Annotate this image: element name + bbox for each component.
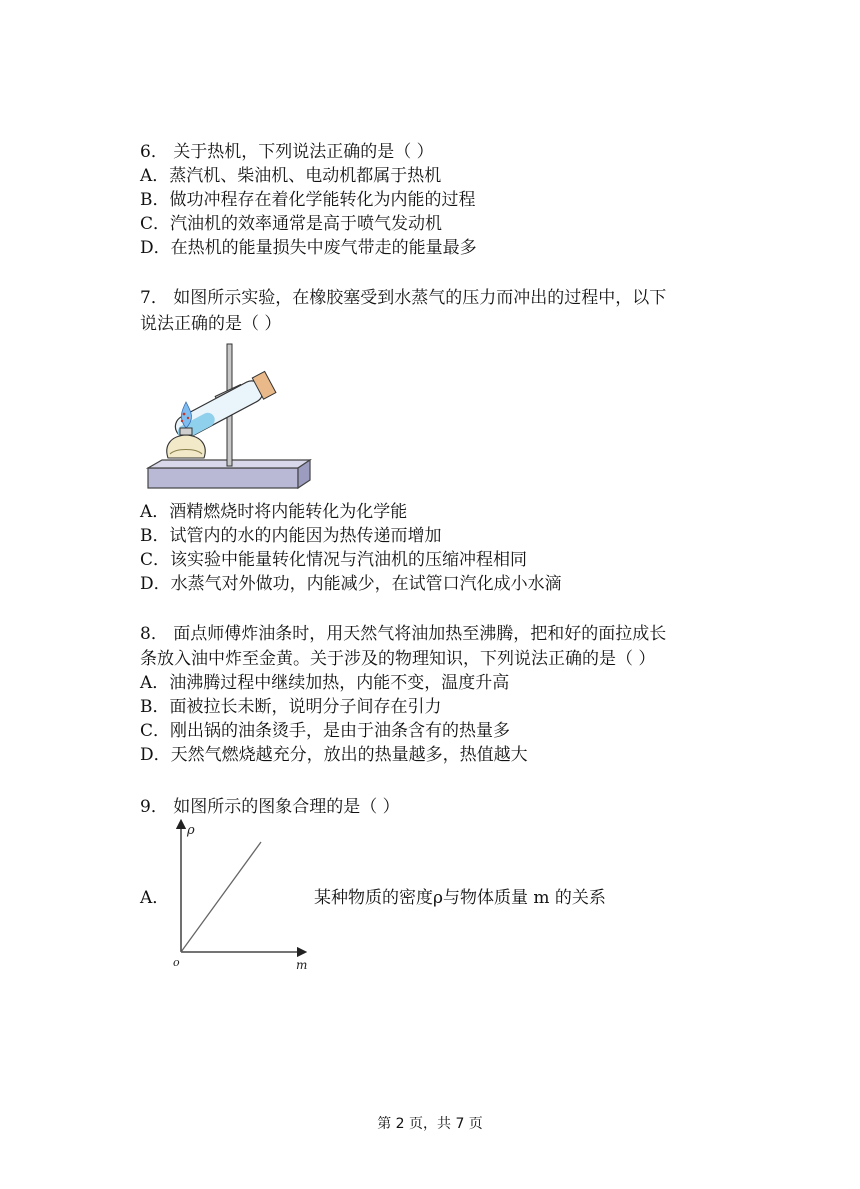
q7-option-c: C．该实验中能量转化情况与汽油机的压缩冲程相同 <box>140 550 528 570</box>
q7-stem-line1: 7． 如图所示实验，在橡胶塞受到水蒸气的压力而冲出的过程中，以下 <box>140 288 667 308</box>
q6-option-c: C．汽油机的效率通常是高于喷气发动机 <box>140 214 443 234</box>
q7-option-a: A．酒精燃烧时将内能转化为化学能 <box>140 502 408 522</box>
q9-option-a-label: A． <box>140 888 170 908</box>
q7-apparatus-figure <box>146 342 316 494</box>
q9-origin-label: o <box>173 956 180 969</box>
q9-y-axis-label: ρ <box>187 823 195 838</box>
q8-option-b: B．面被拉长未断，说明分子间存在引力 <box>140 697 442 717</box>
q7-option-d: D．水蒸气对外做功，内能减少，在试管口汽化成小水滴 <box>140 574 562 594</box>
q8-option-d: D．天然气燃烧越充分，放出的热量越多，热值越大 <box>140 745 528 765</box>
q9-graph-line <box>181 842 261 952</box>
q7-option-b: B．试管内的水的内能因为热传递而增加 <box>140 526 442 546</box>
q8-stem-line1: 8． 面点师傅炸油条时，用天然气将油加热至沸腾，把和好的面拉成长 <box>140 624 667 644</box>
q6-option-b: B．做功冲程存在着化学能转化为内能的过程 <box>140 190 476 210</box>
q8-option-c: C．刚出锅的油条烫手，是由于油条含有的热量多 <box>140 721 511 741</box>
q9-stem: 9． 如图所示的图象合理的是（ ） <box>140 797 400 817</box>
q9-graph-figure <box>168 818 318 974</box>
page-footer: 第 2 页，共 7 页 <box>377 1116 483 1132</box>
q6-option-d: D．在热机的能量损失中废气带走的能量最多 <box>140 238 477 258</box>
q9-option-a-text: 某种物质的密度ρ与物体质量 m 的关系 <box>314 888 606 908</box>
q9-x-axis-label: m <box>296 958 308 972</box>
q8-stem-line2: 条放入油中炸至金黄。关于涉及的物理知识，下列说法正确的是（ ） <box>140 649 656 669</box>
q8-option-a: A．油沸腾过程中继续加热，内能不变，温度升高 <box>140 673 510 693</box>
q6-option-a: A．蒸汽机、柴油机、电动机都属于热机 <box>140 166 442 186</box>
q7-stem-line2: 说法正确的是（ ） <box>140 314 282 334</box>
q6-stem: 6． 关于热机，下列说法正确的是（ ） <box>140 142 434 162</box>
